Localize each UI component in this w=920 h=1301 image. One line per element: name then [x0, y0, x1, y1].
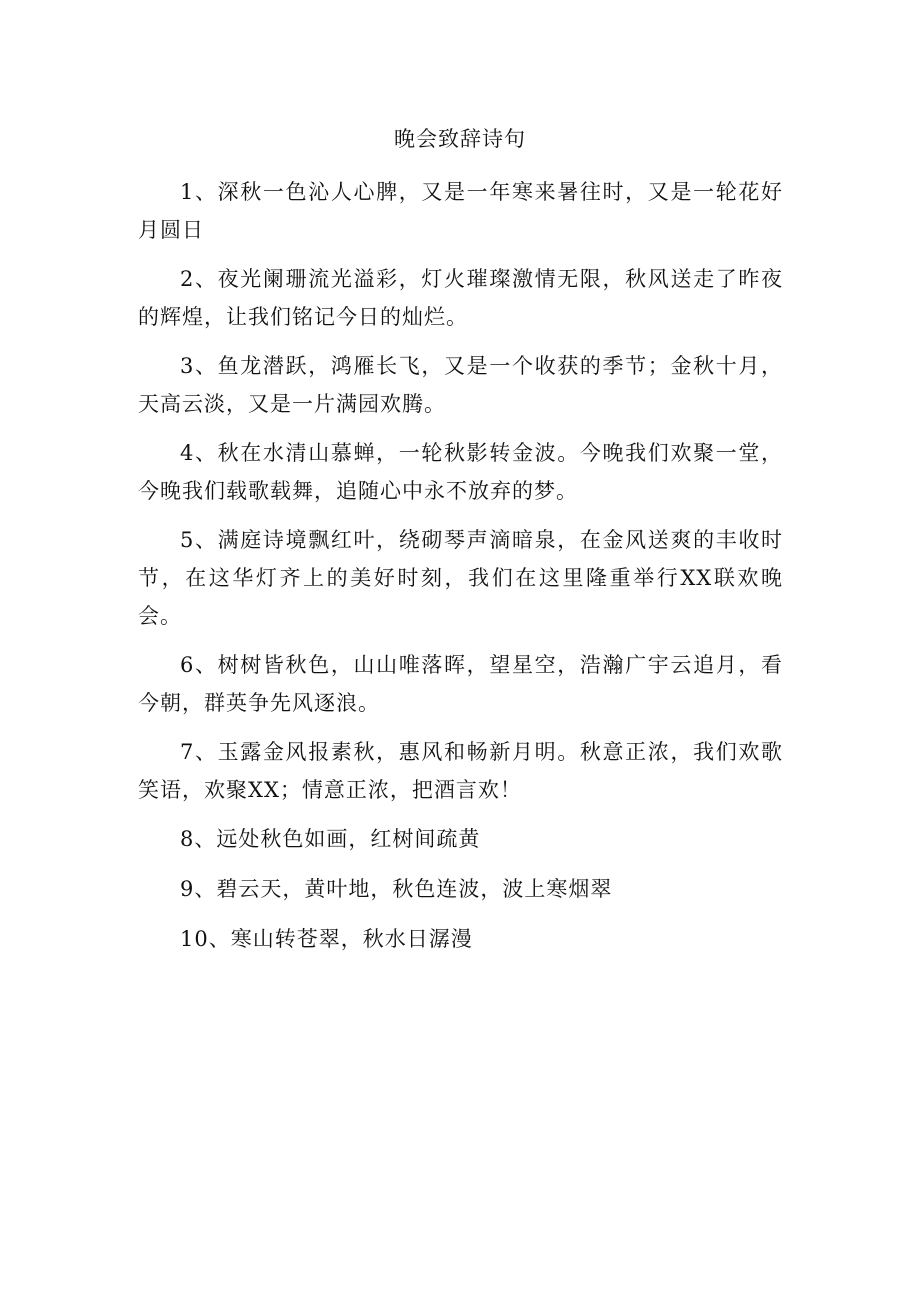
poem-line-5: 5、满庭诗境飘红叶，绕砌琴声滴暗泉，在金风送爽的丰收时节，在这华灯齐上的美好时刻，我们在这里隆重举行XX联欢晚会。: [138, 528, 783, 628]
poem-line-9: 9、碧云天，黄叶地，秋色连波，波上寒烟翠: [180, 877, 613, 901]
poem-line-2: 2、夜光阑珊流光溢彩，灯火璀璨激情无限，秋风送走了昨夜的辉煌，让我们铭记今日的灿烂。: [138, 267, 783, 329]
poem-line-7: 7、玉露金风报素秋，惠风和畅新月明。秋意正浓，我们欢歌笑语，欢聚XX；情意正浓，把酒言欢！: [138, 740, 783, 802]
poem-line-1: 1、深秋一色沁人心脾，又是一年寒来暑往时，又是一轮花好月圆日: [138, 180, 783, 242]
document-title: 晚会致辞诗句: [394, 127, 526, 151]
poem-line-4: 4、秋在水清山慕蝉，一轮秋影转金波。今晚我们欢聚一堂，今晚我们载歌载舞，追随心中永不放弃的梦。: [138, 441, 783, 503]
document-body: [138, 173, 783, 970]
poem-line-8: 8、远处秋色如画，红树间疏黄: [180, 827, 481, 851]
poem-line-3: 3、鱼龙潜跃，鸿雁长飞，又是一个收获的季节；金秋十月，天高云淡，又是一片满园欢腾。: [138, 354, 783, 416]
poem-line-6: 6、树树皆秋色，山山唯落晖，望星空，浩瀚广宇云追月，看今朝，群英争先风逐浪。: [138, 653, 783, 715]
poem-line-10: 10、寒山转苍翠，秋水日潺漫: [180, 927, 473, 951]
